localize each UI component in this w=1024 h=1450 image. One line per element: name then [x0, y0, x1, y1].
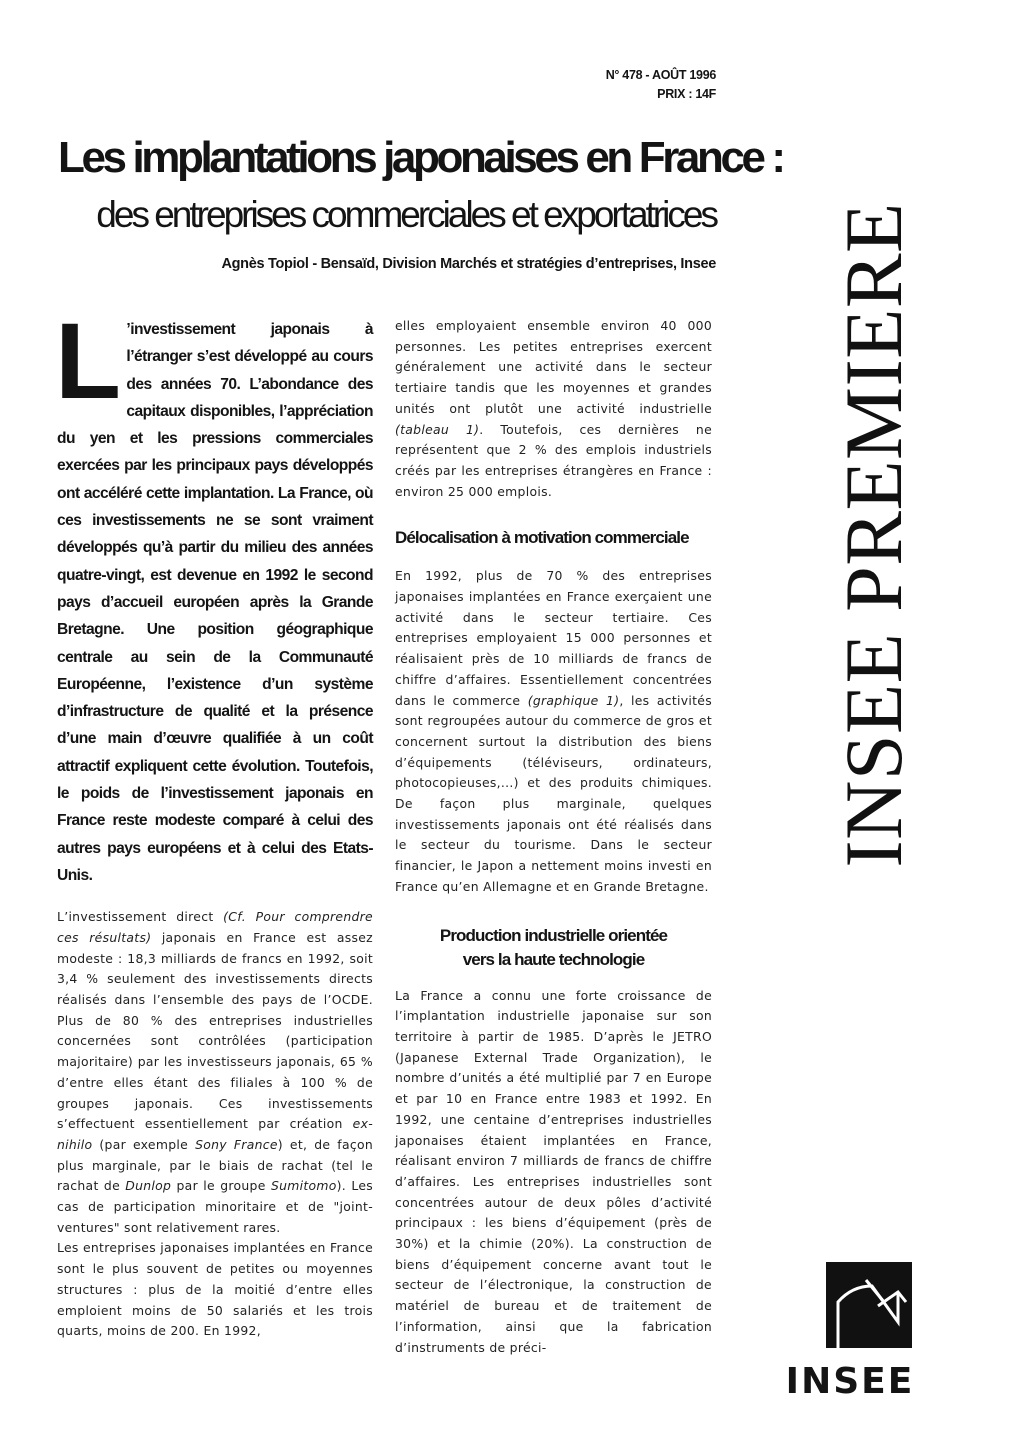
lead-paragraph: [55, 300, 373, 889]
page-subtitle: des entreprises commerciales et exportatrices: [96, 194, 716, 235]
text-run-italic: Dunlop: [125, 1178, 172, 1194]
text-run: japonais en France est assez modeste : 18,3 milliards de francs en 1992, soit 3,4 % seulement des investissements directs réalisés dans l’ensemble des pays de l’OCDE. Plus de 80 % des entreprises industrielles concernées sont contrôlées (participation majoritaire) par les investisseurs japonais, 65 % d’entre elles étant des filiales à 100 % de groupes japonais. Ces investissements s’effectuent essentiellement par création: [57, 929, 373, 1132]
text-run-italic: (Cf. Pour comprendre ces résultats): [57, 909, 373, 945]
insee-logo-icon: [826, 1262, 912, 1348]
text-run-italic: ex-nihilo: [57, 1116, 373, 1152]
heading-line: Production industrielle orientée: [439, 925, 668, 945]
text-run: elles employaient ensemble environ 40 000 personnes. Les petites entreprises exercent généralement une activité dans le secteur tertiaire tandis que les moyennes et grandes unités ont plutôt une activité industrielle: [395, 318, 712, 416]
text-run: . Toutefois, ces dernières ne représentent que 2 % des emplois industriels créés par les entreprises étrangères en France : environ 25 000 emplois.: [395, 421, 712, 499]
text-run-italic: (tableau 1): [395, 421, 480, 437]
issue-price: PRIX : 14F: [657, 87, 716, 101]
right-column: [395, 316, 712, 1358]
text-run-italic: Sony France: [195, 1136, 278, 1152]
page-title: Les implantations japonaises en France :: [58, 133, 783, 182]
text-run: En 1992, plus de 70 % des entreprises japonaises implantées en France exerçaient une activité dans le secteur tertiaire. Ces entreprises employaient 15 000 personnes et réalisaient près de 10 milliards de francs de chiffre d’affaires. Essentiellement concentrées dans le commerce: [395, 568, 712, 708]
body-paragraph: Les entreprises japonaises implantées en France sont le plus souvent de petites ou moyennes structures : plus de la moitié d’entre elles emploient moins de 50 salariés et les trois quarts, moins de 200. En 1992,: [57, 1240, 373, 1339]
lead-text: ’investissement japonais à l’étranger s’est développé au cours des années 70. L’abondance des capitaux disponibles, l’appréciation du yen et les pressions commerciales exercées par les principaux pays développés ont accéléré cette implantation. La France, où ces investissements ne se sont vraiment développés qu’à partir du milieu des années quatre-vingt, est devenue en 1992 le second pays d’accueil européen après la Grande Bretagne. Une position géographique centrale au sein de la Communauté Européenne, l’existence d’un système d’infrastructure de qualité et la présence d’une main d’œuvre qualifiée à un coût attractif expliquent cette évolution. Toutefois, le poids de l’investissement japonais en France reste modeste comparé à celui des autres pays européens et à celui des Etats-Unis.: [57, 321, 373, 884]
text-run: L’investissement direct: [57, 909, 224, 925]
brand-vertical-text: INSEE PREMIERE: [828, 202, 919, 868]
section-heading: Délocalisation à motivation commerciale: [395, 528, 689, 548]
text-run-italic: Sumitomo: [270, 1178, 337, 1194]
issue-number: N° 478 - AOÛT 1996: [605, 68, 716, 82]
body-paragraph: [395, 316, 712, 502]
author-line: Agnès Topiol - Bensaïd, Division Marchés et stratégies d’entreprises, Insee: [221, 256, 716, 272]
section-heading: [395, 924, 712, 972]
text-run: ). Les cas de participation minoritaire et de "joint-ventures" sont relativement rares.: [57, 1178, 374, 1235]
left-column: [55, 300, 374, 1342]
heading-line: vers la haute technologie: [462, 949, 645, 969]
body-paragraph: La France a connu une forte croissance de l’implantation industrielle japonaise sur son territoire à partir de 1985. D’après le JETRO (Japanese External Trade Organization), le nombre d’unités a été multiplié par 7 en Europe et par 10 en France entre 1983 et 1992. En 1992, une centaine d’entreprises industrielles japonaises étaient implantées en France, réalisant environ 7 milliards de francs de chiffre d’affaires. Les entreprises industrielles sont concentrées autour de deux pôles d’activité principaux : les biens d’équipement (près de 30%) et la chimie (20%). La construction de biens d’équipement concerne avant tout le secteur de l’électronique, la construction de matériel de bureau et de traitement de l’information, ainsi que la fabrication d’instruments de préci-: [395, 987, 712, 1355]
brand-vertical: [822, 165, 926, 905]
text-run: (par exemple: [92, 1136, 196, 1152]
text-run: ) et, de façon plus marginale, par le biais de rachat (tel le rachat de: [57, 1136, 373, 1194]
insee-logo-word: INSEE: [785, 1361, 915, 1402]
body-paragraph: [57, 907, 373, 1238]
text-run: , les activités sont regroupées autour du commerce de gros et concernent surtout la distribution des biens d’équipements (téléviseurs, ordinateurs, photocopieuses,...) et des produits chimiques. De façon plus marginale, quelques investissements japonais ont été réalisés dans le secteur du tourisme. Dans le secteur financier, le Japon a nettement moins investi en France qu’en Allemagne et en Grande Bretagne.: [395, 692, 712, 894]
drop-cap: L: [55, 300, 121, 421]
body-paragraph: [395, 566, 712, 897]
text-run-italic: (graphique 1): [527, 692, 620, 708]
text-run: par le groupe: [171, 1178, 271, 1194]
issue-meta: [606, 66, 716, 104]
